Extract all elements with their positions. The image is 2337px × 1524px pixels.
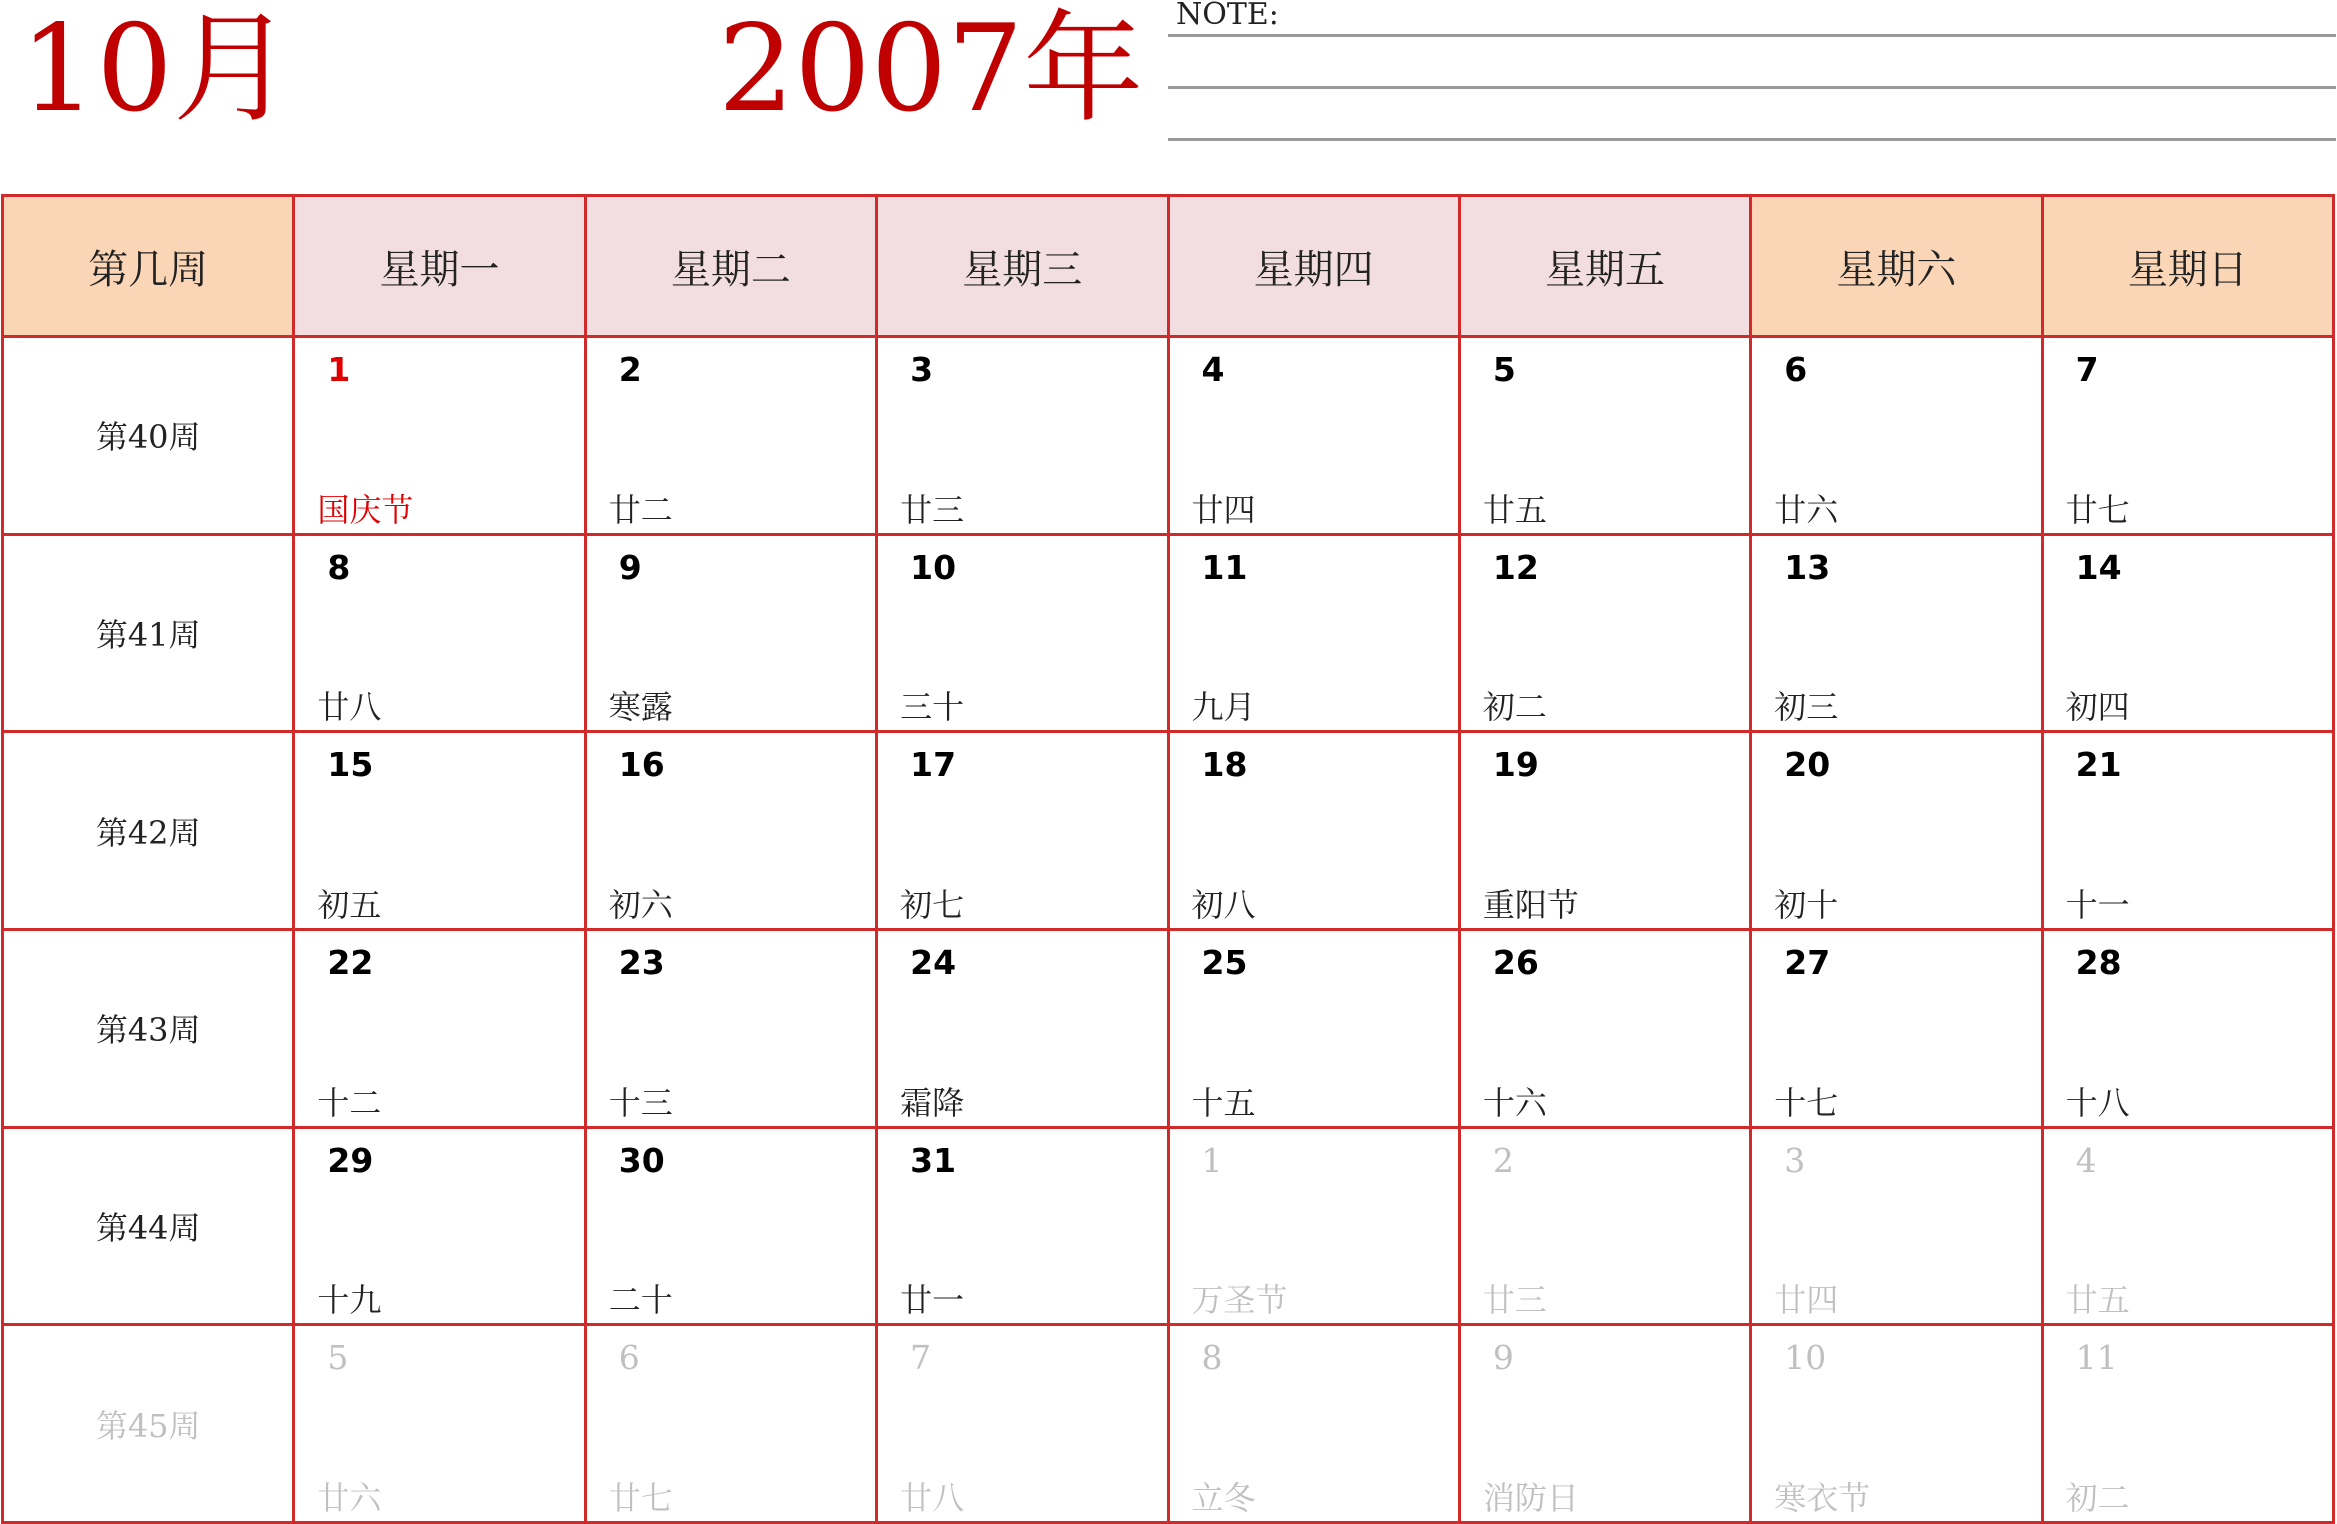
day-cell[interactable] bbox=[877, 929, 1168, 1127]
lunar-date-label: 十九 bbox=[317, 1281, 382, 1320]
week-number-cell: 第41周 bbox=[3, 534, 294, 732]
lunar-date-label: 廿三 bbox=[900, 490, 965, 529]
week-row bbox=[3, 337, 2334, 535]
day-cell[interactable] bbox=[1751, 337, 2042, 535]
day-cell[interactable] bbox=[294, 929, 585, 1127]
lunar-date-label: 廿五 bbox=[2065, 1281, 2130, 1320]
day-number: 28 bbox=[2075, 942, 2122, 982]
lunar-date-label: 重阳节 bbox=[1482, 885, 1579, 924]
day-number: 2 bbox=[618, 350, 642, 389]
day-cell[interactable] bbox=[2042, 732, 2333, 930]
lunar-date-label: 九月 bbox=[1191, 688, 1256, 727]
day-number: 20 bbox=[1784, 745, 1831, 785]
day-cell[interactable] bbox=[585, 534, 876, 732]
week-number-cell: 第44周 bbox=[3, 1127, 294, 1325]
day-cell[interactable] bbox=[585, 1127, 876, 1325]
lunar-date-label: 廿八 bbox=[900, 1479, 965, 1517]
lunar-date-label: 廿四 bbox=[1191, 490, 1256, 529]
lunar-date-label: 立冬 bbox=[1191, 1479, 1256, 1517]
day-cell[interactable] bbox=[1168, 534, 1459, 732]
calendar-body bbox=[3, 337, 2334, 1523]
weekday-header-monday: 星期一 bbox=[294, 196, 585, 337]
day-cell[interactable] bbox=[1459, 1325, 1750, 1523]
day-cell[interactable] bbox=[877, 337, 1168, 535]
day-number: 29 bbox=[327, 1140, 374, 1180]
day-cell[interactable] bbox=[1459, 1127, 1750, 1325]
lunar-date-label: 廿五 bbox=[1482, 490, 1547, 529]
day-number: 21 bbox=[2075, 745, 2122, 785]
day-number: 14 bbox=[2075, 547, 2122, 587]
lunar-date-label: 十六 bbox=[1482, 1083, 1547, 1122]
day-number: 6 bbox=[618, 1338, 640, 1378]
weekday-header-friday: 星期五 bbox=[1459, 196, 1750, 337]
day-number: 30 bbox=[618, 1140, 665, 1180]
day-number: 5 bbox=[1492, 350, 1516, 389]
lunar-date-label: 消防日 bbox=[1482, 1479, 1579, 1517]
day-cell[interactable] bbox=[1459, 732, 1750, 930]
weekday-header-row bbox=[3, 196, 2334, 337]
week-row bbox=[3, 929, 2334, 1127]
day-cell[interactable] bbox=[1459, 929, 1750, 1127]
day-cell[interactable] bbox=[1168, 929, 1459, 1127]
day-number: 25 bbox=[1201, 942, 1248, 982]
day-cell[interactable] bbox=[1168, 337, 1459, 535]
day-number: 1 bbox=[1201, 1140, 1223, 1180]
lunar-date-label: 十五 bbox=[1191, 1083, 1256, 1122]
day-cell[interactable] bbox=[1168, 1127, 1459, 1325]
day-cell[interactable] bbox=[2042, 1127, 2333, 1325]
lunar-date-label: 廿四 bbox=[1774, 1281, 1839, 1320]
day-cell[interactable] bbox=[585, 929, 876, 1127]
lunar-date-label: 寒露 bbox=[608, 688, 673, 727]
day-number: 8 bbox=[1201, 1338, 1223, 1378]
lunar-date-label: 廿六 bbox=[317, 1479, 382, 1517]
day-number: 6 bbox=[1784, 350, 1808, 389]
day-number: 3 bbox=[1784, 1140, 1806, 1180]
day-number: 19 bbox=[1492, 745, 1539, 785]
day-number: 5 bbox=[327, 1338, 349, 1378]
lunar-date-label: 寒衣节 bbox=[1774, 1479, 1871, 1517]
day-number: 11 bbox=[1201, 547, 1248, 587]
day-cell[interactable] bbox=[294, 534, 585, 732]
day-cell[interactable] bbox=[877, 534, 1168, 732]
lunar-date-label: 十八 bbox=[2065, 1083, 2130, 1122]
day-cell[interactable] bbox=[585, 732, 876, 930]
lunar-date-label: 十三 bbox=[608, 1083, 673, 1122]
week-number-cell: 第43周 bbox=[3, 929, 294, 1127]
month-title: 10月 bbox=[20, 0, 293, 139]
day-cell[interactable] bbox=[294, 1325, 585, 1523]
day-number: 1 bbox=[327, 350, 351, 389]
day-number: 12 bbox=[1492, 547, 1539, 587]
week-row bbox=[3, 1325, 2334, 1523]
lunar-date-label: 初三 bbox=[1774, 688, 1839, 727]
day-number: 4 bbox=[2075, 1140, 2097, 1180]
day-number: 8 bbox=[327, 547, 351, 587]
note-line[interactable] bbox=[1168, 138, 2336, 141]
lunar-date-label: 初八 bbox=[1191, 885, 1256, 924]
day-cell[interactable] bbox=[294, 732, 585, 930]
calendar-grid bbox=[1, 194, 2335, 1524]
day-number: 23 bbox=[618, 942, 665, 982]
day-cell[interactable] bbox=[877, 1325, 1168, 1523]
lunar-date-label: 初十 bbox=[1774, 885, 1839, 924]
day-cell[interactable] bbox=[1751, 929, 2042, 1127]
lunar-date-label: 初二 bbox=[1482, 688, 1547, 727]
day-number: 27 bbox=[1784, 942, 1831, 982]
day-cell[interactable] bbox=[1751, 534, 2042, 732]
day-number: 15 bbox=[327, 745, 374, 785]
note-line[interactable] bbox=[1168, 86, 2336, 89]
day-cell[interactable] bbox=[585, 337, 876, 535]
day-cell[interactable] bbox=[294, 1127, 585, 1325]
day-cell[interactable] bbox=[2042, 929, 2333, 1127]
day-cell[interactable] bbox=[1168, 732, 1459, 930]
week-number-header: 第几周 bbox=[3, 196, 294, 337]
day-cell[interactable] bbox=[1459, 337, 1750, 535]
day-number: 9 bbox=[618, 547, 642, 587]
day-cell[interactable] bbox=[1751, 1127, 2042, 1325]
day-cell[interactable] bbox=[2042, 337, 2333, 535]
day-cell[interactable] bbox=[1751, 732, 2042, 930]
lunar-date-label: 初五 bbox=[317, 885, 382, 924]
week-row bbox=[3, 732, 2334, 930]
day-number: 10 bbox=[1784, 1338, 1827, 1378]
lunar-date-label: 廿二 bbox=[608, 490, 673, 529]
note-label: NOTE: bbox=[1176, 0, 1279, 32]
day-number: 16 bbox=[618, 745, 665, 785]
day-number: 26 bbox=[1492, 942, 1539, 982]
week-number-cell: 第42周 bbox=[3, 732, 294, 930]
lunar-date-label: 廿三 bbox=[1482, 1281, 1547, 1320]
day-number: 2 bbox=[1492, 1140, 1514, 1180]
lunar-date-label: 廿一 bbox=[900, 1281, 965, 1320]
weekday-header-sunday: 星期日 bbox=[2042, 196, 2333, 337]
lunar-date-label: 霜降 bbox=[900, 1083, 965, 1122]
lunar-date-label: 廿八 bbox=[317, 688, 382, 727]
day-cell[interactable] bbox=[294, 337, 585, 535]
day-number: 3 bbox=[910, 350, 934, 389]
note-line[interactable] bbox=[1168, 34, 2336, 37]
day-number: 4 bbox=[1201, 350, 1225, 389]
day-number: 13 bbox=[1784, 547, 1831, 587]
lunar-date-label: 廿六 bbox=[1774, 490, 1839, 529]
day-cell[interactable] bbox=[585, 1325, 876, 1523]
lunar-date-label: 廿七 bbox=[608, 1479, 673, 1517]
lunar-date-label: 二十 bbox=[608, 1281, 673, 1320]
day-number: 22 bbox=[327, 942, 374, 982]
lunar-date-label: 国庆节 bbox=[317, 490, 414, 529]
day-number: 10 bbox=[910, 547, 957, 587]
week-number-cell: 第40周 bbox=[3, 337, 294, 535]
lunar-date-label: 初二 bbox=[2065, 1479, 2130, 1517]
lunar-date-label: 万圣节 bbox=[1191, 1281, 1288, 1320]
day-cell[interactable] bbox=[877, 732, 1168, 930]
day-number: 11 bbox=[2075, 1338, 2118, 1378]
day-number: 7 bbox=[2075, 350, 2099, 389]
lunar-date-label: 十一 bbox=[2065, 885, 2130, 924]
day-cell[interactable] bbox=[2042, 534, 2333, 732]
weekday-header-tuesday: 星期二 bbox=[585, 196, 876, 337]
week-row bbox=[3, 1127, 2334, 1325]
weekday-header-saturday: 星期六 bbox=[1751, 196, 2042, 337]
lunar-date-label: 初七 bbox=[900, 885, 965, 924]
year-title: 2007年 bbox=[718, 0, 1144, 139]
lunar-date-label: 十七 bbox=[1774, 1083, 1839, 1122]
lunar-date-label: 三十 bbox=[900, 688, 965, 727]
week-row bbox=[3, 534, 2334, 732]
day-cell[interactable] bbox=[877, 1127, 1168, 1325]
day-number: 31 bbox=[910, 1140, 957, 1180]
lunar-date-label: 十二 bbox=[317, 1083, 382, 1122]
weekday-header-thursday: 星期四 bbox=[1168, 196, 1459, 337]
week-number-cell: 第45周 bbox=[3, 1325, 294, 1523]
day-number: 17 bbox=[910, 745, 957, 785]
day-cell[interactable] bbox=[1168, 1325, 1459, 1523]
day-cell[interactable] bbox=[1459, 534, 1750, 732]
day-cell[interactable] bbox=[2042, 1325, 2333, 1523]
day-number: 9 bbox=[1492, 1338, 1514, 1378]
weekday-header-wednesday: 星期三 bbox=[877, 196, 1168, 337]
day-number: 24 bbox=[910, 942, 957, 982]
lunar-date-label: 初四 bbox=[2065, 688, 2130, 727]
lunar-date-label: 初六 bbox=[608, 885, 673, 924]
lunar-date-label: 廿七 bbox=[2065, 490, 2130, 529]
day-number: 7 bbox=[910, 1338, 932, 1378]
day-number: 18 bbox=[1201, 745, 1248, 785]
day-cell[interactable] bbox=[1751, 1325, 2042, 1523]
